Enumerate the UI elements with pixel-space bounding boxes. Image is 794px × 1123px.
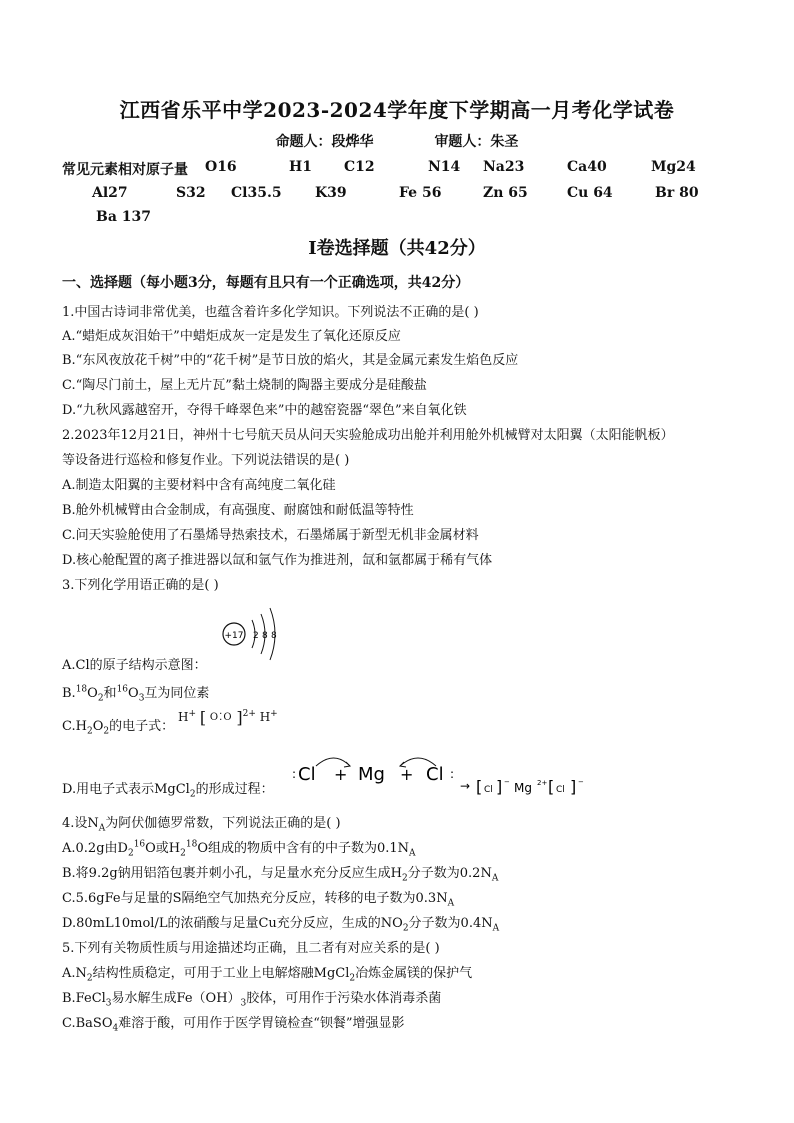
atomic-mass-item: N14 xyxy=(428,159,461,175)
atomic-mass-item: S32 xyxy=(176,185,206,201)
q3-option-d: D.用电子式表示MgCl$_2$的形成过程： xyxy=(62,782,274,800)
svg-text:]: ] xyxy=(570,777,577,796)
q2-option-c: C.问天实验舱使用了石墨烯导热索技术，石墨烯属于新型无机非金属材料 xyxy=(62,528,479,543)
q2-stem-line1: 2.2023年12月21日，神州十七号航天员从问天实验舱成功出舱并利用舱外机械臂对太阳翼（太阳能帆板） xyxy=(62,428,674,443)
atomic-mass-item: C12 xyxy=(344,159,375,175)
q5-option-b: B.FeCl$_3$易水解生成$Fe(OH)_3$胶体，可用作于污染水体消毒杀菌 xyxy=(62,991,442,1009)
atomic-mass-item: Cu 64 xyxy=(567,185,613,201)
q3-option-a: A.Cl的原子结构示意图： xyxy=(62,658,207,673)
atomic-mass-item: Zn 65 xyxy=(483,185,528,201)
shell-3-count: 8 xyxy=(271,631,277,641)
q1-option-b: B.“东风夜放花千树”中的“花千树”是节日放的焰火，其是金属元素发生焰色反应 xyxy=(62,353,519,368)
atomic-mass-item: O16 xyxy=(205,159,237,175)
atomic-mass-label: 常见元素相对原子量 xyxy=(62,162,188,178)
section-title: I卷选择题（共42分） xyxy=(308,238,486,259)
svg-text::: : xyxy=(450,767,455,781)
q4-option-b: B.将9.2g钠用铝箔包裹并刺小孔，与足量水充分反应生成$H_2$分子数为$0.2N_A$ xyxy=(62,866,499,884)
q2-option-d: D.核心舱配置的离子推进器以氙和氩气作为推进剂，氙和氩都属于稀有气体 xyxy=(62,553,493,568)
svg-text:−: − xyxy=(504,778,510,786)
svg-text:+: + xyxy=(400,765,414,784)
cl-atom-structure-diagram xyxy=(214,600,284,666)
svg-text:Cl: Cl xyxy=(484,785,493,795)
q1-stem: 1.中国古诗词非常优美，也蕴含着许多化学知识。下列说法不正确的是( ) xyxy=(62,305,479,320)
svg-text:Cl: Cl xyxy=(556,785,565,795)
q4-stem: 4.设$N_A$为阿伏伽德罗常数，下列说法正确的是( ) xyxy=(62,816,341,834)
setter-name: 命题人：段烨华 xyxy=(275,134,374,150)
q1-option-c: C.“陶尽门前土，屋上无片瓦”黏土烧制的陶器主要成分是硅酸盐 xyxy=(62,378,427,393)
q2-stem-line2: 等设备进行巡检和修复作业。下列说法错误的是( ) xyxy=(62,453,350,468)
magnesium-atom: Mg xyxy=(358,764,385,785)
chlorine-atom-left: Cl xyxy=(298,764,316,785)
q5-stem: 5.下列有关物质性质与用途描述均正确，且二者有对应关系的是( ) xyxy=(62,941,440,956)
q1-option-d: D.“九秋风露越窑开，夺得千峰翠色来”中的越窑瓷器“翠色”来自氧化铁 xyxy=(62,403,467,418)
svg-text:→: → xyxy=(460,779,471,793)
mgcl2-formation-diagram xyxy=(288,748,618,808)
atomic-mass-item: Ca40 xyxy=(567,159,607,175)
q2-option-b: B.舱外机械臂由合金制成，有高强度、耐腐蚀和耐低温等特性 xyxy=(62,503,414,518)
atomic-mass-item: Cl35.5 xyxy=(231,185,282,201)
svg-text:[: [ xyxy=(476,777,483,796)
svg-text:2+: 2+ xyxy=(537,779,548,787)
q3-option-b: $B.^{18}O_2$和$^{16}O_3$互为同位素 xyxy=(62,684,210,704)
svg-text:+: + xyxy=(334,765,348,784)
chlorine-atom-right: Cl xyxy=(426,764,444,785)
atomic-mass-item: H1 xyxy=(289,159,312,175)
atomic-mass-item: K39 xyxy=(315,185,347,201)
atomic-mass-item: Mg24 xyxy=(651,159,696,175)
q4-option-d: D.80mL10mol/L的浓硝酸与足量Cu充分反应，生成的$NO_2$分子数为$0.4N_A$ xyxy=(62,916,500,934)
svg-text:]: ] xyxy=(496,777,503,796)
q3-stem: 3.下列化学用语正确的是( ) xyxy=(62,578,219,593)
svg-text::: : xyxy=(292,767,297,781)
q4-option-a: A.0.2g由$D_2^{16}O$或$H_2^{18}O$组成的物质中含有的中子数为$0.1N_A$ xyxy=(62,839,416,859)
atomic-mass-item: Ba 137 xyxy=(96,209,152,225)
reviewer-name: 审题人：朱圣 xyxy=(434,134,519,150)
q4-option-c: C.5.6gFe与足量的S隔绝空气加热充分反应，转移的电子数为$0.3N_A$ xyxy=(62,891,455,909)
atomic-mass-item: Al27 xyxy=(92,185,128,201)
q3-option-c: $C.H_2O_2$的电子式： xyxy=(62,719,175,737)
magnesium-ion: Mg xyxy=(514,781,532,795)
svg-text:[: [ xyxy=(548,777,555,796)
part-heading: 一、选择题（每小题3分，每题有且只有一个正确选项，共42分） xyxy=(62,275,470,291)
authors-line xyxy=(0,131,794,151)
h2o2-electron-formula: H+ [ O⁚O ]$^{2+}$ H+ xyxy=(178,708,278,727)
exam-title: 江西省乐平中学2023-2024学年度下学期高一月考化学试卷 xyxy=(119,98,675,122)
atomic-mass-item: Na23 xyxy=(483,159,525,175)
q1-option-a: A.“蜡炬成灰泪始干”中蜡炬成灰一定是发生了氧化还原反应 xyxy=(62,329,401,344)
atomic-mass-item: Br 80 xyxy=(655,185,699,201)
atomic-mass-item: Fe 56 xyxy=(399,185,442,201)
q2-option-a: A.制造太阳翼的主要材料中含有高纯度二氧化硅 xyxy=(62,478,336,493)
nucleus-charge: +17 xyxy=(224,631,244,641)
shell-1-count: 2 xyxy=(253,631,259,641)
q5-option-c: C.BaSO$_4$难溶于酸，可用作于医学胃镜检查“钡餐”增强显影 xyxy=(62,1016,405,1034)
svg-text:−: − xyxy=(578,778,584,786)
q5-option-a: $A.N_2$结构性质稳定，可用于工业上电解熔融MgCl$_2$冶炼金属镁的保护气 xyxy=(62,966,473,984)
shell-2-count: 8 xyxy=(262,631,268,641)
